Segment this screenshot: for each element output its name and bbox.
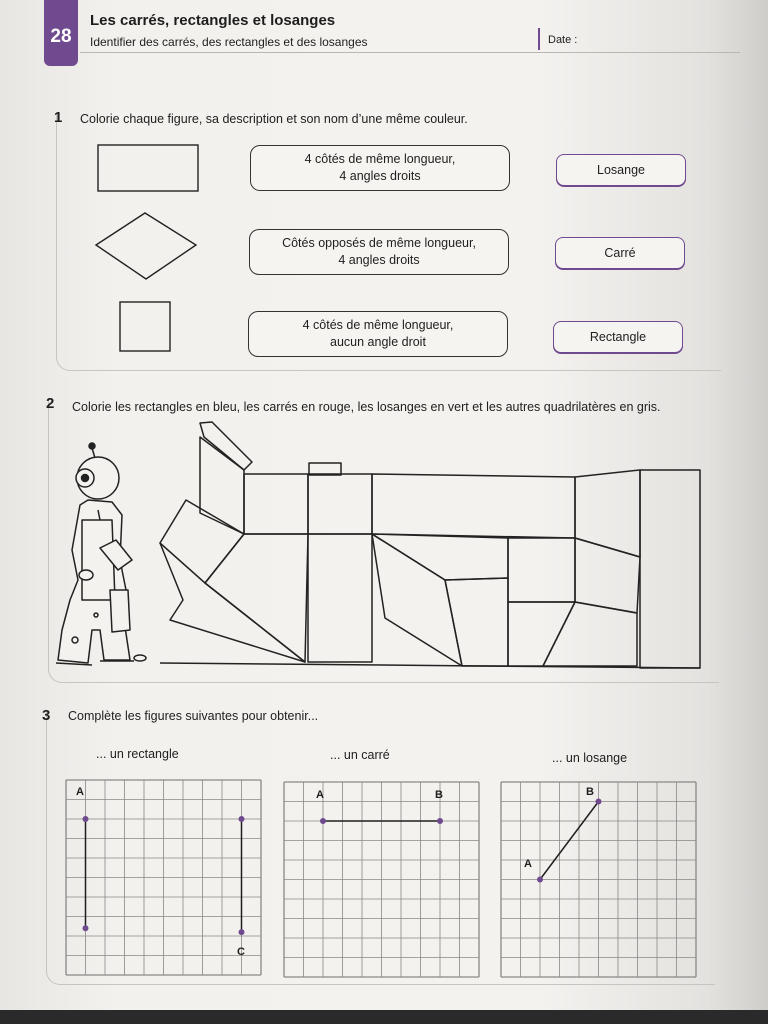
exercise-1-instruction: Colorie chaque figure, sa description et son nom d’une même couleur. [80,112,468,126]
grid-rectangle[interactable] [66,780,262,976]
bottom-quad-2[interactable] [543,602,637,666]
grid-point [83,925,89,931]
grid-point [437,818,443,824]
grid-3-point-b-label: B [586,786,594,798]
exercise-2-instruction: Colorie les rectangles en bleu, les carrés en rouge, les losanges en vert et les autres quadrilatères en gris. [72,400,661,414]
lower-quad-2[interactable] [372,534,508,580]
name-label-losange: Losange [597,162,645,177]
lesson-number: 28 [50,26,72,47]
grid-3-point-a-label: A [524,858,532,870]
grid-2-point-a-label: A [316,789,324,801]
lower-quad[interactable] [205,534,308,662]
date-label: Date : [548,34,578,46]
grid-1-point-a-label: A [76,786,84,798]
exercise-3-number: 3 [42,707,51,724]
upper-quad-4[interactable] [575,470,640,557]
grid-2-caption: ... un carré [330,748,390,762]
upper-rectangle-2[interactable] [308,474,372,534]
grid-1-point-c-label: C [237,946,245,958]
page-title: Les carrés, rectangles et losanges [90,12,336,29]
description-3-line1: 4 côtés de même longueur, [302,318,454,333]
description-2-line2: 4 angles droits [338,253,420,267]
description-3-line2: aucun angle droit [330,335,426,349]
exercise-1-number: 1 [54,109,63,126]
exercise-3-number-badge [38,706,60,728]
grid-point [239,929,245,935]
description-1-line1: 4 côtés de même longueur, [304,152,456,167]
grid-point [320,818,326,824]
bottom-quad-1[interactable] [508,602,575,666]
grid-rhombus[interactable] [501,782,697,978]
page-subtitle: Identifier des carrés, des rectangles et des losanges [90,35,368,49]
upper-rectangle-3[interactable] [372,474,575,538]
grid-point [83,816,89,822]
shapes-composition [160,422,700,668]
grid-point [596,799,602,805]
chimney-rectangle[interactable] [309,463,341,475]
boy-character-icon [56,443,146,665]
page-bottom-edge [0,1010,768,1024]
name-label-rectangle: Rectangle [589,329,647,344]
small-rectangle[interactable] [508,538,575,602]
grid-point [239,816,245,822]
description-1-line2: 4 angles droits [339,169,421,183]
lower-quad-3[interactable] [445,578,508,666]
grid-3-caption: ... un losange [552,751,628,765]
name-label-carre: Carré [604,245,636,260]
description-2-line1: Côtés opposés de même longueur, [282,236,476,251]
grid-square[interactable] [284,782,480,978]
grid-2-point-b-label: B [435,789,443,801]
grid-1-caption: ... un rectangle [96,747,179,761]
exercise-2-number: 2 [46,395,55,412]
left-quad-1[interactable] [160,500,244,583]
right-quad[interactable] [575,538,640,613]
upper-rectangle-1[interactable] [244,474,308,534]
lower-rectangle[interactable] [308,534,372,662]
roof-slant-quad[interactable] [200,422,252,470]
grid-point [537,877,543,883]
right-tall-rectangle[interactable] [640,470,700,668]
exercise-3-instruction: Complète les figures suivantes pour obtenir... [68,709,319,723]
